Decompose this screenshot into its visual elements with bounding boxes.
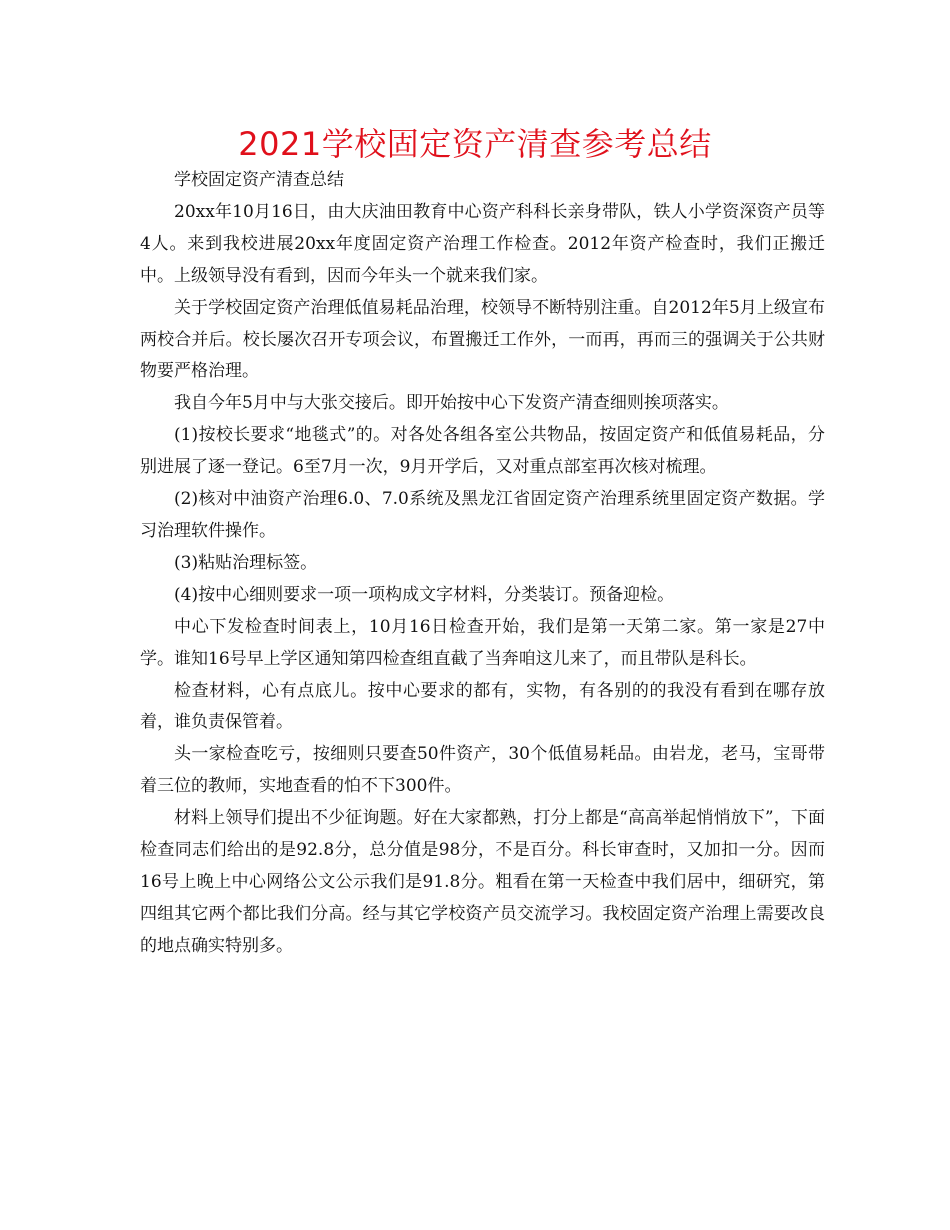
paragraph: 20xx年10月16日，由大庆油田教育中心资产科科长亲身带队，铁人小学资深资产员等4人。来到我校进展20xx年度固定资产治理工作检查。2012年资产检查时，我们正搬迁中。上级领导没有看到，因而今年头一个就来我们家。: [140, 201, 825, 286]
list-item: (4)按中心细则要求一项一项构成文字材料，分类装订。预备迎检。: [174, 584, 675, 605]
list-item: (2)核对中油资产治理6.0、7.0系统及黑龙江省固定资产治理系统里固定资产数据。学习治理软件操作。: [140, 489, 825, 541]
paragraph: 材料上领导们提出不少征询题。好在大家都熟，打分上都是“高高举起悄悄放下”，下面检查同志们给出的是92.8分，总分值是98分，不是百分。科长审查时，又加扣一分。因而16号上晚上中心网络公文公示我们是91.8分。粗看在第一天检查中我们居中，细研究，第四组其它两个都比我们分高。经与其它学校资产员交流学习。我校固定资产治理上需要改良的地点确实特别多。: [140, 808, 825, 956]
paragraph: 我自今年5月中与大张交接后。即开始按中心下发资产清查细则挨项落实。: [174, 393, 729, 414]
paragraph: 检查材料，心有点底儿。按中心要求的都有，实物，有各别的的我没有看到在哪存放着，谁负责保管着。: [140, 680, 825, 733]
list-item: (3)粘贴治理标签。: [174, 552, 318, 573]
paragraph: 中心下发检查时间表上，10月16日检查开始，我们是第一天第二家。第一家是27中学。谁知16号早上学区通知第四检查组直截了当奔咱这儿来了，而且带队是科长。: [140, 616, 825, 669]
document-body: [140, 165, 825, 963]
list-item: (1)按校长要求“地毯式”的。对各处各组各室公共物品，按固定资产和低值易耗品，分别进展了逐一登记。6至7月一次，9月开学后，又对重点部室再次核对梳理。: [140, 425, 825, 478]
paragraph: 关于学校固定资产治理低值易耗品治理，校领导不断特别注重。自2012年5月上级宣布两校合并后。校长屡次召开专项会议，布置搬迁工作外，一而再，再而三的强调关于公共财物要严格治理。: [140, 297, 825, 382]
paragraph: 头一家检查吃亏，按细则只要查50件资产，30个低值易耗品。由岩龙，老马，宝哥带着三位的教师，实地查看的怕不下300件。: [140, 744, 825, 797]
paragraph-subtitle: 学校固定资产清查总结: [174, 170, 344, 190]
document-title: 2021学校固定资产清查参考总结: [238, 125, 712, 163]
